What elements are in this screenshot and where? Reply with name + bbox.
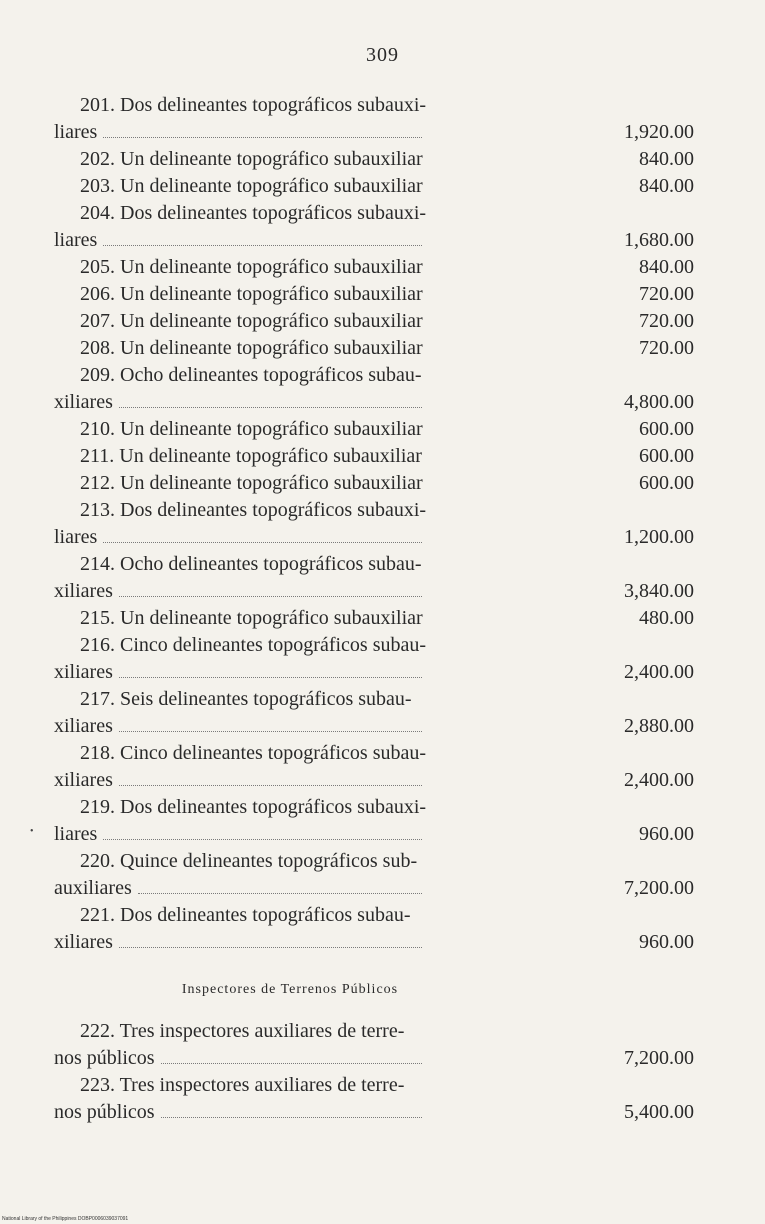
entry-line [54,659,694,686]
entry-line [54,227,694,254]
budget-entry [54,416,694,443]
entry-text: 208. Un delineante topográfico subauxiliar [80,337,423,359]
dot-leader [138,893,422,894]
budget-entry [54,605,694,632]
entry-line [54,1072,694,1099]
entry-text: 203. Un delineante topográfico subauxiliar [80,175,423,197]
entry-line [54,281,694,308]
entry-line [54,308,694,335]
entry-text: 217. Seis delineantes topográficos subau- [80,688,412,710]
entry-line [54,335,694,362]
entry-line [54,767,694,794]
entry-text: 202. Un delineante topográfico subauxiliar [80,148,423,170]
entry-line [54,362,694,389]
entry-amount: 4,800.00 [624,391,694,413]
entry-amount: 2,400.00 [624,769,694,791]
entry-text: liares [54,121,98,143]
entry-line [54,1018,694,1045]
budget-entry [54,200,694,254]
entry-amount: 720.00 [639,337,694,359]
entry-text: xiliares [54,661,113,683]
dot-leader [119,947,422,948]
entry-text: 215. Un delineante topográfico subauxiliar [80,607,423,629]
entry-text: 204. Dos delineantes topográficos subauxi- [80,202,427,224]
entry-line [54,443,694,470]
entry-text: 214. Ocho delineantes topográficos subau- [80,553,422,575]
entry-text: 216. Cinco delineantes topográficos subau- [80,634,427,656]
entry-text: liares [54,229,98,251]
entry-amount: 720.00 [639,283,694,305]
dot-leader [119,677,422,678]
entry-amount: 1,680.00 [624,229,694,251]
budget-entry [54,848,694,902]
entry-text: xiliares [54,715,113,737]
budget-entry [54,686,694,740]
entry-text: 222. Tres inspectores auxiliares de terre- [80,1020,405,1042]
entry-amount: 720.00 [639,310,694,332]
entry-amount: 5,400.00 [624,1101,694,1123]
entry-text: xiliares [54,391,113,413]
budget-entry [54,794,694,848]
entry-amount: 2,880.00 [624,715,694,737]
entry-text: 218. Cinco delineantes topográficos subau- [80,742,427,764]
entry-line [54,902,694,929]
entry-text: xiliares [54,931,113,953]
entry-text: liares [54,823,98,845]
entry-amount: 840.00 [639,175,694,197]
entry-text: 223. Tres inspectores auxiliares de terre- [80,1074,405,1096]
entry-text: 206. Un delineante topográfico subauxiliar [80,283,423,305]
dot-leader [161,1117,422,1118]
budget-entry [54,335,694,362]
entry-line [54,578,694,605]
entry-text: 210. Un delineante topográfico subauxiliar [80,418,423,440]
budget-entry [54,92,694,146]
entry-amount: 840.00 [639,256,694,278]
entry-line [54,632,694,659]
entry-text: 219. Dos delineantes topográficos subauxi- [80,796,427,818]
entry-text: 207. Un delineante topográfico subauxiliar [80,310,423,332]
entry-line [54,848,694,875]
budget-entry [54,308,694,335]
entries-list [54,92,694,1126]
footer-text: National Library of the Philippines DOBP0006039037091 [2,1216,129,1222]
entry-text: liares [54,526,98,548]
entry-text: nos públicos [54,1047,155,1069]
entry-amount: 7,200.00 [624,1047,694,1069]
budget-entry [54,632,694,686]
entry-text: 209. Ocho delineantes topográficos subau- [80,364,422,386]
entry-line [54,605,694,632]
dot-leader [119,731,422,732]
entry-text: 212. Un delineante topográfico subauxiliar [80,472,423,494]
entry-line [54,146,694,173]
entry-text: 201. Dos delineantes topográficos subauxi- [80,94,427,116]
entry-line [54,119,694,146]
entry-amount: 1,200.00 [624,526,694,548]
entry-text: 205. Un delineante topográfico subauxiliar [80,256,423,278]
entry-text: 211. Un delineante topográfico subauxiliar [80,445,422,467]
entries-top [54,92,694,956]
budget-entry [54,497,694,551]
budget-entry [54,470,694,497]
dot-leader [161,1063,422,1064]
entry-line [54,254,694,281]
entry-line [54,92,694,119]
budget-entry [54,362,694,416]
entry-text: 220. Quince delineantes topográficos sub- [80,850,418,872]
entry-amount: 600.00 [639,418,694,440]
entry-text: auxiliares [54,877,132,899]
budget-entry [54,281,694,308]
budget-entry [54,146,694,173]
entry-amount: 480.00 [639,607,694,629]
entry-amount: 2,400.00 [624,661,694,683]
entry-line [54,875,694,902]
margin-mark: • [30,826,34,837]
entry-amount: 960.00 [639,931,694,953]
dot-leader [103,839,422,840]
entry-text: xiliares [54,769,113,791]
dot-leader [103,542,422,543]
entry-line [54,470,694,497]
page-number: 309 [366,44,399,66]
entry-amount: 840.00 [639,148,694,170]
entry-line [54,416,694,443]
entry-line [54,740,694,767]
entry-line [54,551,694,578]
budget-entry [54,254,694,281]
entry-amount: 600.00 [639,472,694,494]
entries-bottom [54,1018,694,1126]
dot-leader [103,245,422,246]
entry-line [54,821,694,848]
budget-entry [54,551,694,605]
budget-entry [54,740,694,794]
entry-text: xiliares [54,580,113,602]
entry-amount: 7,200.00 [624,877,694,899]
entry-line [54,794,694,821]
entry-text: 221. Dos delineantes topográficos subau- [80,904,411,926]
entry-line [54,524,694,551]
dot-leader [119,785,422,786]
entry-amount: 960.00 [639,823,694,845]
budget-entry [54,1072,694,1126]
entry-line [54,497,694,524]
budget-entry [54,173,694,200]
entry-line [54,200,694,227]
dot-leader [119,407,422,408]
entry-line [54,173,694,200]
entry-line [54,389,694,416]
entry-amount: 600.00 [639,445,694,467]
dot-leader [119,596,422,597]
entry-text: nos públicos [54,1101,155,1123]
entry-line [54,1099,694,1126]
entry-line [54,1045,694,1072]
budget-entry [54,443,694,470]
entry-line [54,713,694,740]
budget-entry [54,1018,694,1072]
section-title: Inspectores de Terrenos Públicos [181,982,399,997]
entry-amount: 1,920.00 [624,121,694,143]
entry-amount: 3,840.00 [624,580,694,602]
budget-entry [54,902,694,956]
entry-line [54,686,694,713]
entry-text: 213. Dos delineantes topográficos subauxi- [80,499,427,521]
dot-leader [103,137,422,138]
entry-line [54,929,694,956]
